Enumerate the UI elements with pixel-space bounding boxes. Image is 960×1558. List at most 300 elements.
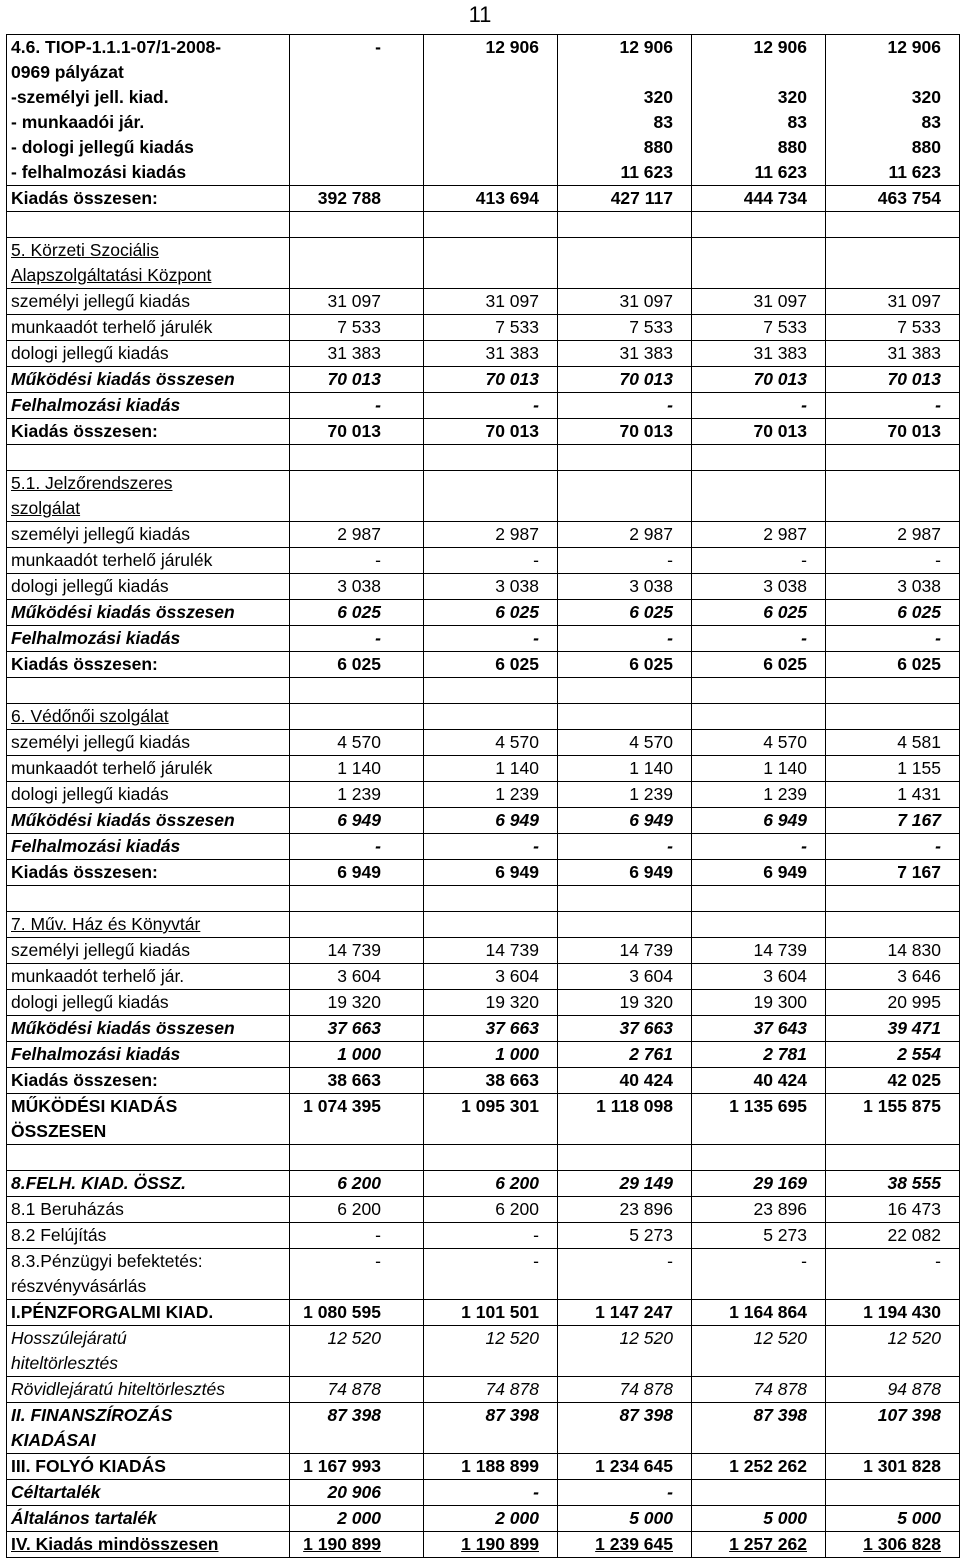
cell-value: 6 949 — [763, 862, 807, 882]
value-cell — [826, 574, 960, 600]
cell-value: 6 025 — [763, 654, 807, 674]
value-cell — [558, 1300, 692, 1326]
cell-value: 7 533 — [763, 317, 807, 337]
row-label-cell — [7, 1480, 290, 1506]
value-cell — [558, 1249, 692, 1300]
cell-value: 1 118 098 — [596, 1096, 673, 1116]
row-label-cell — [7, 1094, 290, 1145]
value-cell — [290, 1249, 424, 1300]
value-cell — [692, 730, 826, 756]
table-row — [7, 626, 960, 652]
row-label-cell — [7, 1532, 290, 1558]
value-cell — [424, 1197, 558, 1223]
value-cell — [692, 238, 826, 289]
value-cell — [826, 1171, 960, 1197]
value-cell — [692, 522, 826, 548]
value-cell — [826, 367, 960, 393]
value-cell — [692, 652, 826, 678]
cell-value: 40 424 — [619, 1070, 673, 1090]
table-row — [7, 834, 960, 860]
cell-value: 42 025 — [887, 1070, 941, 1090]
table-row — [7, 1532, 960, 1558]
cell-value: - — [533, 836, 539, 856]
cell-value: 1 147 247 — [595, 1302, 673, 1322]
cell-value: 5 000 — [763, 1508, 807, 1528]
cell-value: 6 949 — [629, 862, 673, 882]
cell-value: 3 604 — [629, 966, 673, 986]
value-cell — [692, 186, 826, 212]
cell-value: 6 025 — [495, 654, 539, 674]
cell-value: - — [667, 836, 673, 856]
value-cell — [290, 860, 424, 886]
value-cell — [826, 782, 960, 808]
cell-value: 1 239 645 — [595, 1534, 673, 1554]
cell-value: 29 169 — [753, 1173, 807, 1193]
cell-value: 38 663 — [485, 1070, 539, 1090]
value-cell — [424, 367, 558, 393]
value-cell — [692, 704, 826, 730]
value-cell — [558, 574, 692, 600]
value-cell — [558, 212, 692, 238]
cell-value: 3 038 — [337, 576, 381, 596]
value-cell — [558, 471, 692, 522]
table-row — [7, 548, 960, 574]
row-label: I.PÉNZFORGALMI KIAD. — [11, 1302, 214, 1322]
value-cell — [826, 186, 960, 212]
value-cell — [826, 600, 960, 626]
value-cell — [424, 1377, 558, 1403]
cell-value: 1 140 — [337, 758, 381, 778]
row-label-cell — [7, 1016, 290, 1042]
cell-value: 87 398 — [753, 1405, 807, 1425]
value-cell — [290, 445, 424, 471]
value-cell — [692, 1377, 826, 1403]
row-label-cell — [7, 289, 290, 315]
cell-value: - — [935, 550, 941, 570]
row-label-cell — [7, 912, 290, 938]
value-cell — [424, 1094, 558, 1145]
value-cell — [290, 1403, 424, 1454]
row-label-cell — [7, 1506, 290, 1532]
cell-value: 107 398 — [877, 1405, 941, 1425]
value-cell — [424, 1042, 558, 1068]
cell-value: 392 788 — [317, 188, 381, 208]
cell-value: 4 570 — [495, 732, 539, 752]
row-label: Céltartalék — [11, 1482, 101, 1502]
row-label-cell — [7, 1197, 290, 1223]
value-cell — [558, 238, 692, 289]
value-cell — [290, 367, 424, 393]
row-label-cell — [7, 600, 290, 626]
row-label: Kiadás összesen: — [11, 421, 158, 441]
cell-value: 444 734 — [743, 188, 807, 208]
row-label-cell — [7, 212, 290, 238]
row-label: dologi jellegű kiadás — [11, 784, 169, 804]
value-cell — [290, 600, 424, 626]
value-cell — [826, 1042, 960, 1068]
cell-value: 70 013 — [753, 369, 807, 389]
value-cell — [558, 35, 692, 186]
cell-value: 6 949 — [495, 862, 539, 882]
value-cell — [424, 600, 558, 626]
value-cell — [558, 1145, 692, 1171]
cell-value: 7 533 — [897, 317, 941, 337]
value-cell — [558, 1197, 692, 1223]
cell-value: 3 604 — [763, 966, 807, 986]
row-label-cell — [7, 419, 290, 445]
cell-value: 7 167 — [897, 810, 941, 830]
value-cell — [826, 704, 960, 730]
value-cell — [558, 782, 692, 808]
row-label: Működési kiadás összesen — [11, 810, 235, 830]
cell-value: - — [375, 1225, 381, 1245]
row-label: Felhalmozási kiadás — [11, 836, 181, 856]
cell-value: 427 117 — [610, 188, 673, 208]
row-label-cell — [7, 964, 290, 990]
value-cell — [290, 626, 424, 652]
cell-value: 2 781 — [763, 1044, 807, 1064]
value-cell — [424, 289, 558, 315]
row-label: személyi jellegű kiadás — [11, 940, 190, 960]
table-row — [7, 1454, 960, 1480]
value-cell — [692, 1326, 826, 1377]
table-row — [7, 419, 960, 445]
value-cell — [826, 1532, 960, 1558]
value-cell — [692, 35, 826, 186]
cell-value: - — [375, 395, 381, 415]
table-row — [7, 1042, 960, 1068]
value-cell — [826, 886, 960, 912]
value-cell — [826, 938, 960, 964]
value-cell — [424, 1403, 558, 1454]
value-cell — [290, 834, 424, 860]
value-cell — [692, 1454, 826, 1480]
cell-value: 38 555 — [887, 1173, 941, 1193]
value-cell — [558, 886, 692, 912]
cell-value: 1 431 — [897, 784, 941, 804]
value-cell — [290, 1068, 424, 1094]
value-cell — [692, 1016, 826, 1042]
value-cell — [826, 652, 960, 678]
value-cell — [692, 289, 826, 315]
cell-value: 6 949 — [629, 810, 673, 830]
cell-value: 39 471 — [887, 1018, 941, 1038]
cell-value: 87 398 — [619, 1405, 673, 1425]
value-cell — [558, 756, 692, 782]
cell-value: 31 097 — [887, 291, 941, 311]
table-row — [7, 522, 960, 548]
value-cell — [424, 1454, 558, 1480]
row-label-cell — [7, 548, 290, 574]
cell-value: 2 987 — [337, 524, 381, 544]
cell-value: - — [667, 550, 673, 570]
value-cell — [826, 990, 960, 1016]
row-label: munkaadót terhelő járulék — [11, 550, 213, 570]
row-label: Felhalmozási kiadás — [11, 395, 181, 415]
cell-value: 74 878 — [327, 1379, 381, 1399]
value-cell — [692, 678, 826, 704]
value-cell — [424, 186, 558, 212]
value-cell — [290, 212, 424, 238]
cell-value: 6 025 — [629, 654, 673, 674]
cell-value: 6 949 — [337, 810, 381, 830]
table-row — [7, 1197, 960, 1223]
cell-value: 1 190 899 — [303, 1534, 381, 1554]
value-cell — [826, 730, 960, 756]
value-cell — [558, 704, 692, 730]
value-cell — [558, 315, 692, 341]
cell-value: 37 643 — [753, 1018, 807, 1038]
cell-value: 23 896 — [753, 1199, 807, 1219]
cell-value: 1 095 301 — [461, 1096, 539, 1116]
cell-value: - — [801, 1251, 807, 1271]
cell-value: 74 878 — [753, 1379, 807, 1399]
cell-value: 4 570 — [629, 732, 673, 752]
cell-value: 31 097 — [327, 291, 381, 311]
value-cell — [826, 212, 960, 238]
cell-value: 1 239 — [629, 784, 673, 804]
row-label: Kiadás összesen: — [11, 1070, 158, 1090]
table-row — [7, 652, 960, 678]
row-label-cell — [7, 1249, 290, 1300]
cell-value: - — [533, 628, 539, 648]
row-label: 5.1. Jelzőrendszeres szolgálat — [11, 473, 173, 518]
table-row — [7, 990, 960, 1016]
cell-value: 31 383 — [327, 343, 381, 363]
value-cell — [424, 1249, 558, 1300]
cell-value: - — [533, 1251, 539, 1271]
value-cell — [290, 35, 424, 186]
value-cell — [692, 212, 826, 238]
value-cell — [826, 315, 960, 341]
cell-value: 70 013 — [327, 421, 381, 441]
table-row — [7, 756, 960, 782]
cell-value: 3 604 — [337, 966, 381, 986]
cell-value: 4 581 — [897, 732, 941, 752]
value-cell — [290, 678, 424, 704]
cell-value: 70 013 — [485, 369, 539, 389]
value-cell — [692, 445, 826, 471]
cell-value: 87 398 — [327, 1405, 381, 1425]
row-label-cell — [7, 782, 290, 808]
value-cell — [692, 990, 826, 1016]
row-label-cell — [7, 834, 290, 860]
cell-value: 12 906 — [485, 37, 539, 57]
value-cell — [290, 808, 424, 834]
value-cell — [290, 1042, 424, 1068]
value-cell — [692, 1249, 826, 1300]
cell-value: 70 013 — [485, 421, 539, 441]
cell-value: 70 013 — [887, 421, 941, 441]
value-cell — [424, 445, 558, 471]
table-row — [7, 1094, 960, 1145]
row-label: Hosszúlejáratú hiteltörlesztés — [11, 1328, 127, 1373]
value-cell — [692, 626, 826, 652]
value-cell — [290, 419, 424, 445]
cell-value: - — [935, 1251, 941, 1271]
cell-value: 1 000 — [337, 1044, 381, 1064]
value-cell — [424, 912, 558, 938]
cell-value: 12 520 — [887, 1328, 941, 1348]
cell-value: - — [375, 836, 381, 856]
cell-value: 14 739 — [619, 940, 673, 960]
value-cell — [558, 1223, 692, 1249]
value-cell — [826, 912, 960, 938]
value-cell — [424, 341, 558, 367]
row-label: személyi jellegű kiadás — [11, 524, 190, 544]
value-cell — [290, 1377, 424, 1403]
value-cell — [424, 1300, 558, 1326]
table-row — [7, 730, 960, 756]
cell-value: 70 013 — [887, 369, 941, 389]
value-cell — [558, 419, 692, 445]
value-cell — [290, 886, 424, 912]
value-cell — [424, 990, 558, 1016]
row-label: munkaadót terhelő járulék — [11, 758, 213, 778]
row-label-cell — [7, 1403, 290, 1454]
cell-value: - — [533, 550, 539, 570]
cell-value: 31 383 — [753, 343, 807, 363]
cell-value: - — [801, 395, 807, 415]
row-label-cell — [7, 1454, 290, 1480]
value-cell — [692, 1145, 826, 1171]
value-cell — [290, 756, 424, 782]
value-cell — [692, 1042, 826, 1068]
row-label: 8.FELH. KIAD. ÖSSZ. — [11, 1173, 187, 1193]
cell-value: 19 320 — [327, 992, 381, 1012]
row-label-cell — [7, 1042, 290, 1068]
value-cell — [424, 964, 558, 990]
value-cell — [692, 1171, 826, 1197]
cell-value: 31 097 — [619, 291, 673, 311]
cell-value: - — [667, 1251, 673, 1271]
cell-value: 3 604 — [495, 966, 539, 986]
cell-value: 31 383 — [887, 343, 941, 363]
value-cell — [424, 35, 558, 186]
value-cell — [692, 574, 826, 600]
value-cell — [692, 1506, 826, 1532]
table-row — [7, 1068, 960, 1094]
value-cell — [692, 419, 826, 445]
table-row — [7, 808, 960, 834]
value-cell — [290, 315, 424, 341]
value-cell — [692, 367, 826, 393]
row-label-cell — [7, 886, 290, 912]
row-label-cell — [7, 1145, 290, 1171]
value-cell — [290, 964, 424, 990]
cell-value: 2 554 — [897, 1044, 941, 1064]
row-label-cell — [7, 756, 290, 782]
cell-value: 12 520 — [619, 1328, 673, 1348]
value-cell — [558, 678, 692, 704]
table-row — [7, 938, 960, 964]
value-cell — [826, 834, 960, 860]
value-cell — [290, 1454, 424, 1480]
budget-table-body — [7, 35, 960, 1558]
row-label-cell — [7, 1223, 290, 1249]
row-label-cell — [7, 652, 290, 678]
cell-value: 70 013 — [619, 421, 673, 441]
value-cell — [692, 860, 826, 886]
cell-value: 1 135 695 — [729, 1096, 807, 1116]
table-row — [7, 1249, 960, 1300]
cell-value: 6 200 — [495, 1199, 539, 1219]
cell-value: - — [667, 1482, 673, 1502]
value-cell — [558, 1454, 692, 1480]
value-cell — [290, 393, 424, 419]
cell-value: 16 473 — [887, 1199, 941, 1219]
cell-value: 12 906 320 83 880 11 623 — [887, 37, 941, 182]
spacer-row — [7, 212, 960, 238]
value-cell — [692, 1532, 826, 1558]
cell-value: 1 188 899 — [461, 1456, 539, 1476]
cell-value: 40 424 — [753, 1070, 807, 1090]
cell-value: 87 398 — [485, 1405, 539, 1425]
cell-value: 1 301 828 — [863, 1456, 941, 1476]
row-label: Rövidlejáratú hiteltörlesztés — [11, 1379, 225, 1399]
value-cell — [424, 1480, 558, 1506]
row-label: munkaadót terhelő jár. — [11, 966, 185, 986]
table-row — [7, 35, 960, 186]
budget-table — [6, 34, 960, 1558]
row-label-cell — [7, 990, 290, 1016]
cell-value: 6 200 — [495, 1173, 539, 1193]
value-cell — [558, 990, 692, 1016]
row-label: dologi jellegű kiadás — [11, 992, 169, 1012]
row-label: Működési kiadás összesen — [11, 369, 235, 389]
row-label: 8.2 Felújítás — [11, 1225, 107, 1245]
value-cell — [424, 860, 558, 886]
cell-value: 1 155 — [897, 758, 941, 778]
value-cell — [558, 600, 692, 626]
value-cell — [558, 1532, 692, 1558]
value-cell — [692, 471, 826, 522]
cell-value: 37 663 — [485, 1018, 539, 1038]
value-cell — [290, 1094, 424, 1145]
cell-value: 3 038 — [897, 576, 941, 596]
table-row — [7, 1171, 960, 1197]
row-label-cell — [7, 1068, 290, 1094]
cell-value: 1 306 828 — [863, 1534, 941, 1554]
cell-value: 12 520 — [485, 1328, 539, 1348]
value-cell — [826, 471, 960, 522]
value-cell — [290, 1223, 424, 1249]
value-cell — [558, 1377, 692, 1403]
cell-value: 6 025 — [763, 602, 807, 622]
row-label: 8.3.Pénzügyi befektetés: részvényvásárlás — [11, 1251, 203, 1296]
value-cell — [424, 834, 558, 860]
cell-value: 1 074 395 — [303, 1096, 381, 1116]
cell-value: 1 194 430 — [863, 1302, 941, 1322]
spacer-row — [7, 678, 960, 704]
value-cell — [424, 1145, 558, 1171]
value-cell — [826, 393, 960, 419]
row-label-cell — [7, 522, 290, 548]
cell-value: 5 273 — [763, 1225, 807, 1245]
spacer-row — [7, 445, 960, 471]
value-cell — [424, 1016, 558, 1042]
row-label-cell — [7, 938, 290, 964]
value-cell — [826, 1326, 960, 1377]
cell-value: 2 987 — [629, 524, 673, 544]
cell-value: 6 200 — [337, 1173, 381, 1193]
table-row — [7, 1300, 960, 1326]
cell-value: 6 025 — [337, 654, 381, 674]
cell-value: 1 239 — [495, 784, 539, 804]
value-cell — [558, 808, 692, 834]
row-label-cell — [7, 1300, 290, 1326]
value-cell — [692, 1094, 826, 1145]
